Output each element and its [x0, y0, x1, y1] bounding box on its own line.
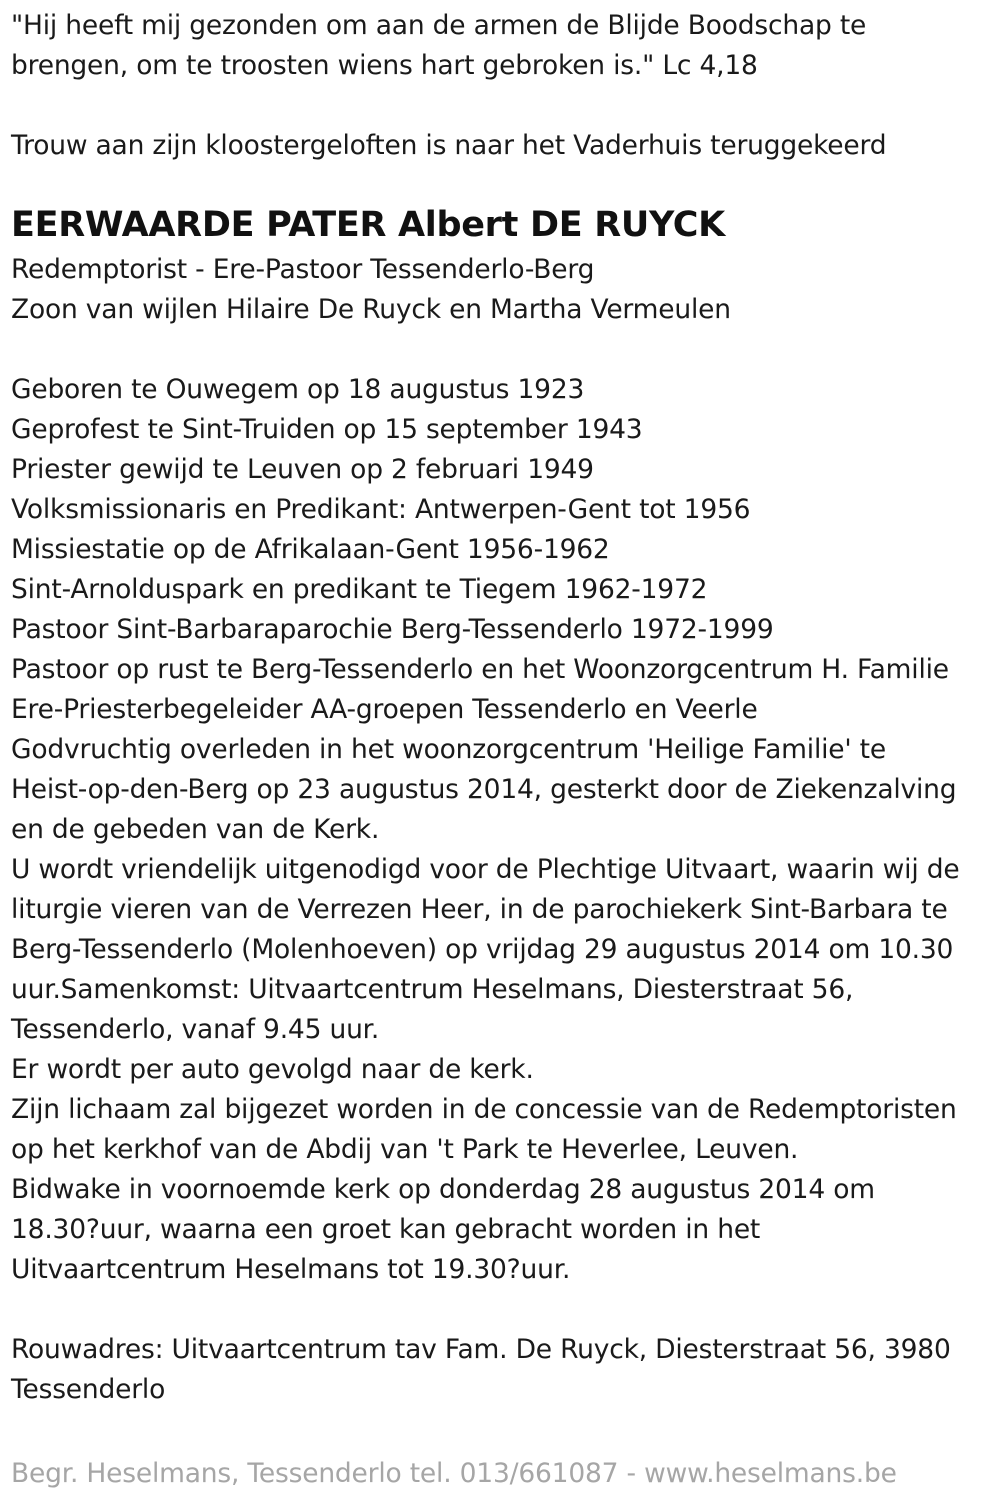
- bio-line: Tessenderlo, vanaf 9.45 uur.: [11, 1014, 380, 1045]
- spacer: [11, 330, 991, 370]
- bio-line: Zijn lichaam zal bijgezet worden in de concessie van de Redemptoristen: [11, 1094, 957, 1125]
- bio-line: Uitvaartcentrum Heselmans tot 19.30?uur.: [11, 1254, 571, 1285]
- bio-line: Bidwake in voornoemde kerk op donderdag 28 augustus 2014 om: [11, 1174, 875, 1205]
- bio-line: Pastoor Sint-Barbaraparochie Berg-Tessenderlo 1972-1999: [11, 614, 774, 645]
- address-line-1: Rouwadres: Uitvaartcentrum tav Fam. De Ruyck, Diesterstraat 56, 3980: [11, 1334, 951, 1365]
- spacer: [11, 1290, 991, 1330]
- bio-line: liturgie vieren van de Verrezen Heer, in de parochiekerk Sint-Barbara te: [11, 894, 948, 925]
- bio-line: Heist-op-den-Berg op 23 augustus 2014, gesterkt door de Ziekenzalving: [11, 774, 957, 805]
- bible-quote-line-2: brengen, om te troosten wiens hart gebroken is." Lc 4,18: [11, 50, 758, 81]
- bio-line: op het kerkhof van de Abdij van 't Park te Heverlee, Leuven.: [11, 1134, 799, 1165]
- bio-line: uur.Samenkomst: Uitvaartcentrum Heselmans, Diesterstraat 56,: [11, 974, 854, 1005]
- bio-line: Geprofest te Sint-Truiden op 15 september 1943: [11, 414, 643, 445]
- funeral-home-footer: Begr. Heselmans, Tessenderlo tel. 013/661087 - www.heselmans.be: [11, 1458, 897, 1489]
- parents-line: Zoon van wijlen Hilaire De Ruyck en Martha Vermeulen: [11, 294, 731, 325]
- bio-line: Godvruchtig overleden in het woonzorgcentrum 'Heilige Familie' te: [11, 734, 886, 765]
- address-line-2: Tessenderlo: [11, 1374, 166, 1405]
- bio-line: Er wordt per auto gevolgd naar de kerk.: [11, 1054, 534, 1085]
- bible-quote-line-1: "Hij heeft mij gezonden om aan de armen de Blijde Boodschap te: [11, 10, 867, 41]
- bio-line: U wordt vriendelijk uitgenodigd voor de Plechtige Uitvaart, waarin wij de: [11, 854, 960, 885]
- bio-line: Berg-Tessenderlo (Molenhoeven) op vrijdag 29 augustus 2014 om 10.30: [11, 934, 954, 965]
- bio-line: Sint-Arnolduspark en predikant te Tiegem 1962-1972: [11, 574, 708, 605]
- bio-line: en de gebeden van de Kerk.: [11, 814, 380, 845]
- spacer: [11, 176, 991, 204]
- person-header: [11, 176, 991, 330]
- mourning-address: [11, 1330, 991, 1410]
- bio-line: Ere-Priesterbegeleider AA-groepen Tessenderlo en Veerle: [11, 694, 758, 725]
- bio-line: Volksmissionaris en Predikant: Antwerpen-Gent tot 1956: [11, 494, 751, 525]
- obituary-document: [11, 6, 991, 1410]
- deceased-name: EERWAARDE PATER Albert DE RUYCK: [11, 205, 725, 245]
- bio-line: Pastoor op rust te Berg-Tessenderlo en het Woonzorgcentrum H. Familie: [11, 654, 949, 685]
- bio-line: Geboren te Ouwegem op 18 augustus 1923: [11, 374, 585, 405]
- role-line: Redemptorist - Ere-Pastoor Tessenderlo-Berg: [11, 254, 595, 285]
- bio-line: Priester gewijd te Leuven op 2 februari 1949: [11, 454, 594, 485]
- spacer: [11, 86, 991, 126]
- biography-block: [11, 370, 991, 1290]
- bio-line: 18.30?uur, waarna een groet kan gebracht worden in het: [11, 1214, 761, 1245]
- faithful-vows-line: Trouw aan zijn kloostergeloften is naar het Vaderhuis teruggekeerd: [11, 130, 887, 161]
- bio-line: Missiestatie op de Afrikalaan-Gent 1956-1962: [11, 534, 610, 565]
